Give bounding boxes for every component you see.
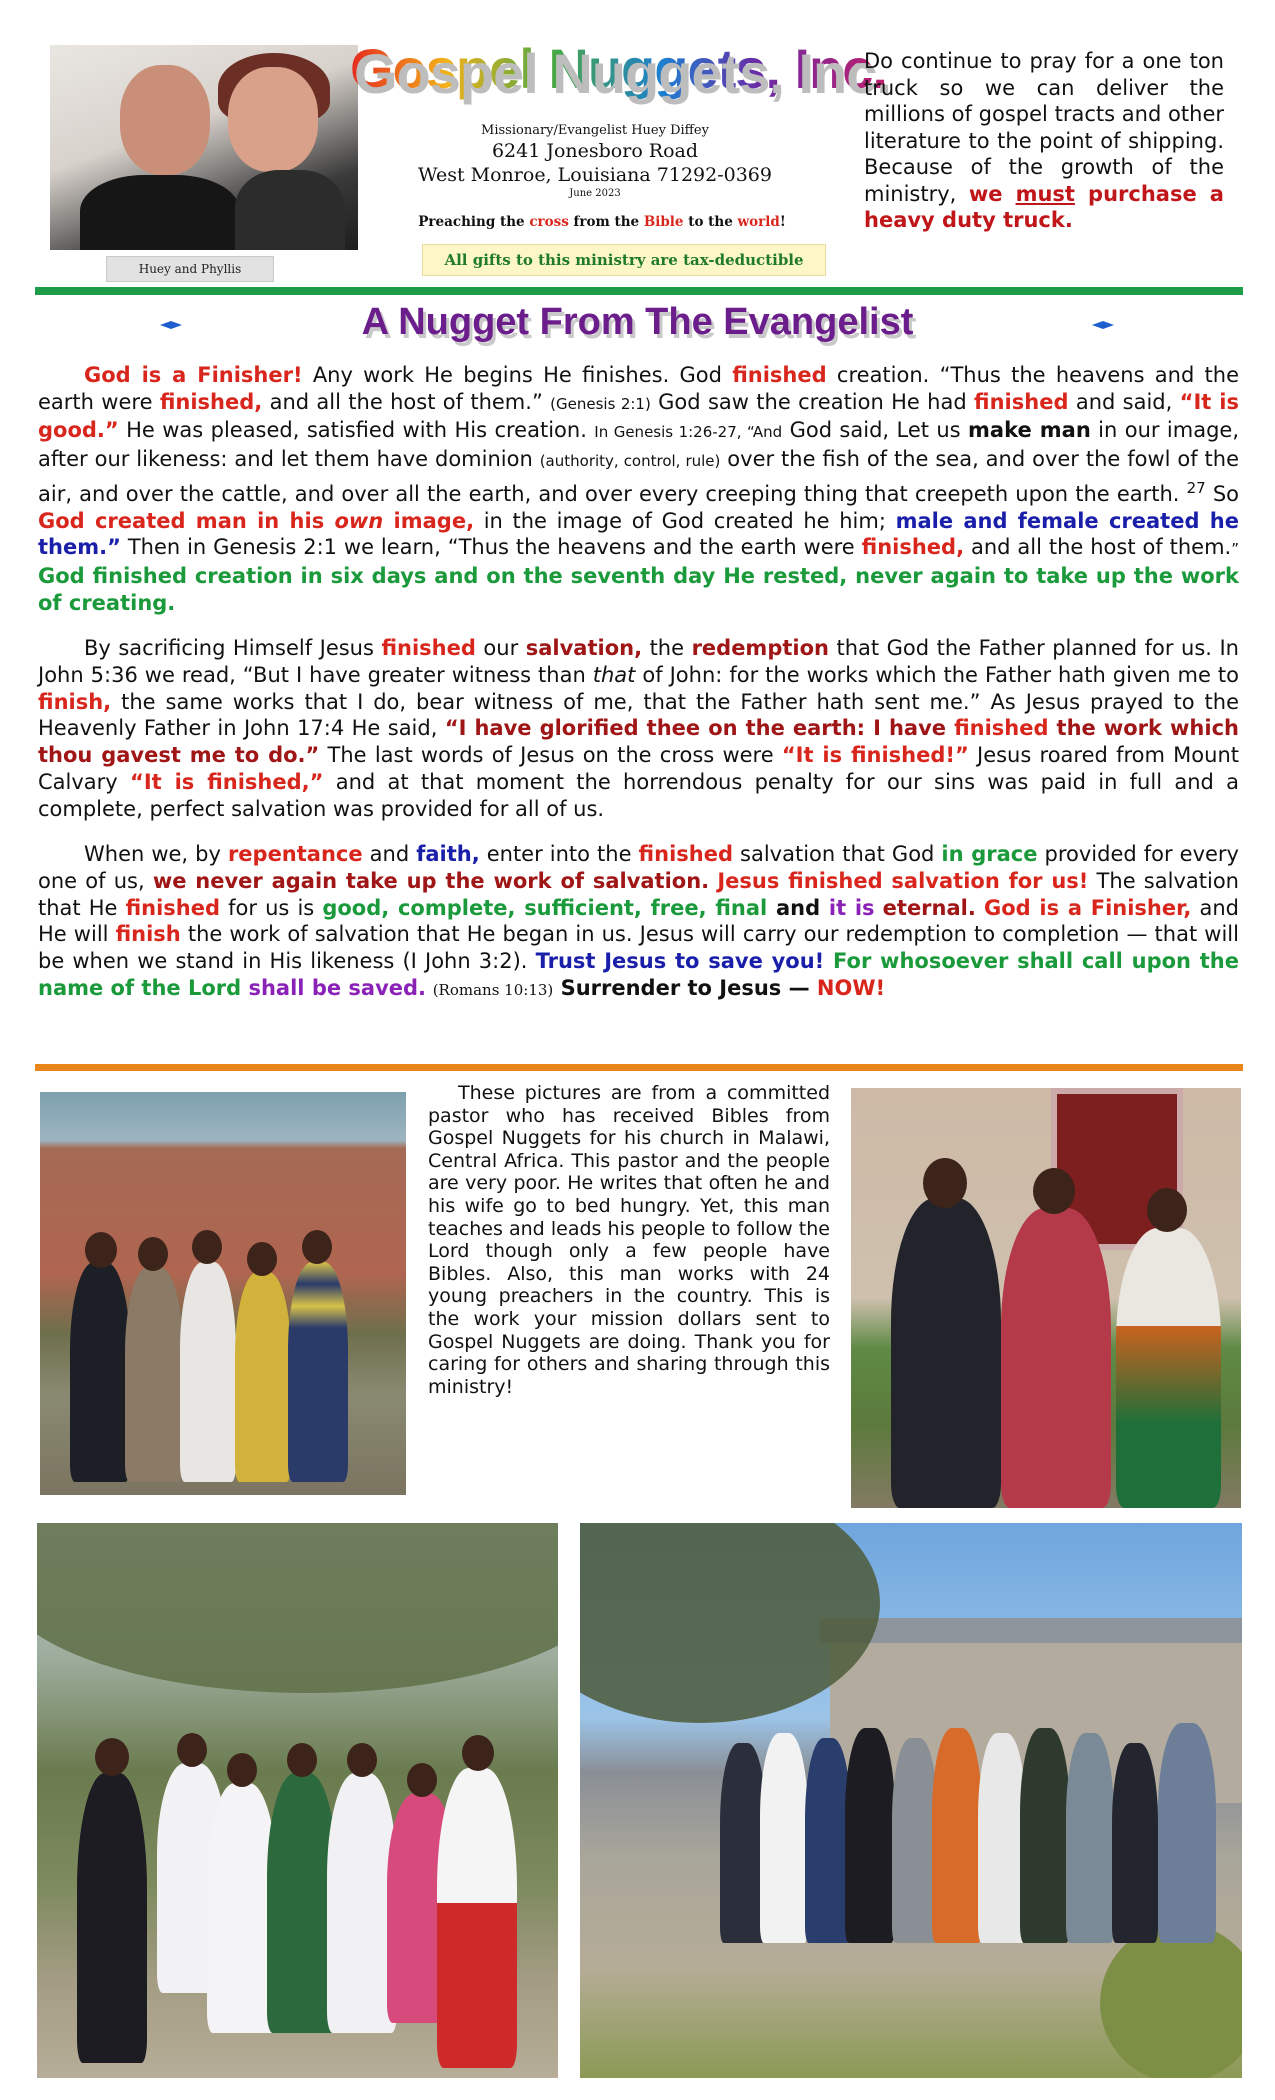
photo-women-group xyxy=(37,1523,558,2078)
text-run: enter into the xyxy=(479,842,639,867)
text-run: finished xyxy=(381,636,476,661)
scripture-ref: (Romans 10:13) xyxy=(432,980,554,999)
divider-orange xyxy=(35,1064,1243,1071)
article-paragraph-3 xyxy=(38,841,1239,1003)
text-run: and all the host of them. xyxy=(964,535,1232,560)
tagline xyxy=(382,214,822,230)
text-run: in grace xyxy=(941,842,1038,867)
diamond-ornament-icon xyxy=(1092,321,1114,329)
text-run: creation. “Thus the heavens and the earth were xyxy=(38,363,1239,414)
text-run: “It is good.” xyxy=(38,389,1239,443)
text-run: finish, xyxy=(38,689,112,714)
text-run: the work which thou gavest me to do.” xyxy=(38,716,1239,768)
text-run xyxy=(976,896,984,920)
article-body xyxy=(38,362,1239,1022)
text-run: and xyxy=(767,895,829,920)
text-run: and at that moment the horrendous penalty for our sins was paid in full and a complete, perfect salvation was provided for all of us. xyxy=(38,769,1239,821)
diamond-ornament-icon xyxy=(160,321,182,329)
text-run: ” xyxy=(1231,540,1239,559)
text-run: provided for every one of us, xyxy=(38,842,1239,893)
text-run: salvation, xyxy=(525,636,643,661)
address-line-1: 6241 Jonesboro Road xyxy=(491,140,699,162)
scripture-ref: In Genesis 1:26-27, “And xyxy=(594,423,783,442)
org-title xyxy=(350,34,887,104)
text-run: the work of salvation that He began in us. Jesus will carry our redemption to completion — that will be when we stand in His likeness (I John 3:2). xyxy=(38,922,1239,974)
text-run: He was pleased, satisfied with His creation. xyxy=(118,418,595,443)
tagline-bible: Bible xyxy=(643,214,684,230)
text-run: God finished creation in six days and on the seventh day He rested, never again to take up the work of creating. xyxy=(38,563,1239,615)
text-run: finished xyxy=(125,895,221,920)
org-info xyxy=(400,122,790,201)
tax-deductible-note: All gifts to this ministry are tax-deductible xyxy=(422,244,826,276)
text-run: The last words of Jesus on the cross were xyxy=(319,743,782,768)
text-run: finish xyxy=(115,922,181,947)
photo-caption: Huey and Phyllis xyxy=(106,256,274,282)
text-run: Jesus roared from Mount Calvary xyxy=(38,743,1239,794)
text-run: finished xyxy=(638,842,733,867)
text-run: (authority, control, rule) xyxy=(539,452,721,471)
text-run: of John: for the works which the Father hath given me to xyxy=(635,663,1239,688)
tagline-part: Preaching the xyxy=(418,214,530,230)
text-run: The salvation that He xyxy=(38,868,1239,920)
text-run: and all the host of them.” xyxy=(262,389,551,414)
text-run xyxy=(875,896,883,920)
truck-note-text: Do continue to pray for a one ton truck so we can deliver the millions of gospel tracts and other literature to the point of shipping. Because of the growth of the ministry, xyxy=(864,49,1224,206)
text-run: faith, xyxy=(416,842,480,867)
text-run: Any work He begins He finishes. God xyxy=(302,363,733,387)
truck-prayer-note xyxy=(864,48,1224,234)
text-run: “It is finished!” xyxy=(781,743,969,768)
text-run: For whosoever shall call upon the name of the Lord xyxy=(38,949,1239,1000)
text-run: finished xyxy=(732,363,827,387)
text-run: that God the Father planned for us. In John 5:36 we read, “But I have greater witness than xyxy=(38,636,1239,688)
text-run: and said, xyxy=(1068,389,1180,414)
tagline-part: to the xyxy=(683,214,738,230)
photo-pastor-with-men xyxy=(40,1092,406,1495)
text-run: eternal. xyxy=(882,895,976,920)
photo-pastor-with-women xyxy=(851,1088,1241,1508)
truck-note-must: must xyxy=(1015,181,1075,206)
text-run: for us is xyxy=(220,895,323,920)
text-run: the same works that I do, bear witness of me, that the Father hath sent me.” As Jesus prayed to the Heavenly Father in John 17:4 He said, xyxy=(38,689,1239,741)
photo-young-preachers xyxy=(580,1523,1242,2078)
text-run: repentance xyxy=(227,842,363,867)
text-run: good, complete, sufficient, free, final xyxy=(322,895,768,920)
text-run: God is a Finisher! xyxy=(84,363,303,387)
text-run: it is xyxy=(828,895,875,920)
couple-photo xyxy=(50,45,358,250)
tagline-world: world xyxy=(737,214,780,230)
article-paragraph-2 xyxy=(38,635,1239,822)
truck-note-em1: we xyxy=(968,181,1016,206)
scripture-ref: (Genesis 2:1) xyxy=(550,394,651,413)
text-run: God is a Finisher, xyxy=(983,895,1192,920)
text-run: image, xyxy=(383,508,475,533)
text-run: over the fish of the sea, and over the fowl of the air, and over the cattle, and over all the earth, and over every creeping thing that creepeth upon the earth. xyxy=(38,447,1240,506)
text-run: God saw the creation He had xyxy=(650,389,975,414)
text-run: finished xyxy=(974,389,1069,414)
divider-green xyxy=(35,287,1243,295)
text-run: “It is finished,” xyxy=(130,769,324,794)
text-run: Trust Jesus to save you! xyxy=(535,949,825,974)
truck-note-em2: purchase a heavy duty truck. xyxy=(864,181,1224,232)
text-run: salvation that God xyxy=(733,842,942,867)
article-paragraph-1 xyxy=(38,362,1239,616)
text-run: make man xyxy=(968,418,1091,443)
text-run: and xyxy=(362,842,417,867)
tagline-part: ! xyxy=(779,214,786,230)
text-run: in our image, after our likeness: and let them have dominion xyxy=(38,418,1240,472)
address-line-2: West Monroe, Louisiana 71292-0369 xyxy=(418,164,772,186)
text-run: NOW! xyxy=(816,975,886,1000)
text-run: finished, xyxy=(159,389,263,414)
org-name: Gospel Nuggets, Inc. xyxy=(350,37,887,100)
role-line: Missionary/Evangelist Huey Diffey xyxy=(481,123,709,138)
text-run: When we, by xyxy=(84,842,228,867)
text-run: that xyxy=(592,663,636,688)
text-run: finished, xyxy=(861,535,965,560)
text-run: own xyxy=(334,508,384,533)
tagline-part: from the xyxy=(568,214,644,230)
text-run: in the image of God created he him; xyxy=(474,508,896,533)
text-run: Jesus finished salvation for us! xyxy=(717,868,1089,893)
text-run: God created man in his xyxy=(38,508,335,533)
text-run: So xyxy=(1205,481,1239,506)
text-run: “I have glorified thee on the earth: I have xyxy=(444,716,955,741)
text-run: shall be saved. xyxy=(248,975,427,1000)
text-run: redemption xyxy=(691,636,829,661)
text-run: Surrender to Jesus — xyxy=(553,975,817,1000)
text-run: By sacrificing Himself Jesus xyxy=(84,636,382,661)
text-run xyxy=(426,976,433,1000)
text-run: male and female created he them.” xyxy=(38,508,1239,560)
issue-date: June 2023 xyxy=(569,188,621,199)
text-run: we never again take up the work of salvation. xyxy=(152,868,710,893)
text-run: Then in Genesis 2:1 we learn, “Thus the heavens and the earth were xyxy=(120,535,862,560)
verse-number: 27 xyxy=(1186,478,1206,497)
text-run: God said, Let us xyxy=(782,418,969,443)
tagline-cross: cross xyxy=(529,214,569,230)
text-run: our xyxy=(475,636,526,661)
pastor-story-text: These pictures are from a committed pastor who has received Bibles from Gospel Nuggets for his church in Malawi, Central Africa. This pastor and the people are very poor. He writes that often he and his wife go to bed hungry. Yet, this man teaches and leads his people to follow the Lord though only a few people have Bibles. Also, this man works with 24 young preachers in the country. This is the work your mission dollars sent to Gospel Nuggets are doing. Thank you for caring for others and sharing through this ministry! xyxy=(428,1082,830,1398)
text-run: finished xyxy=(954,716,1049,741)
text-run: and He will xyxy=(38,895,1239,947)
section-heading: A Nugget From The Evangelist xyxy=(361,301,914,343)
text-run: the xyxy=(642,636,692,661)
